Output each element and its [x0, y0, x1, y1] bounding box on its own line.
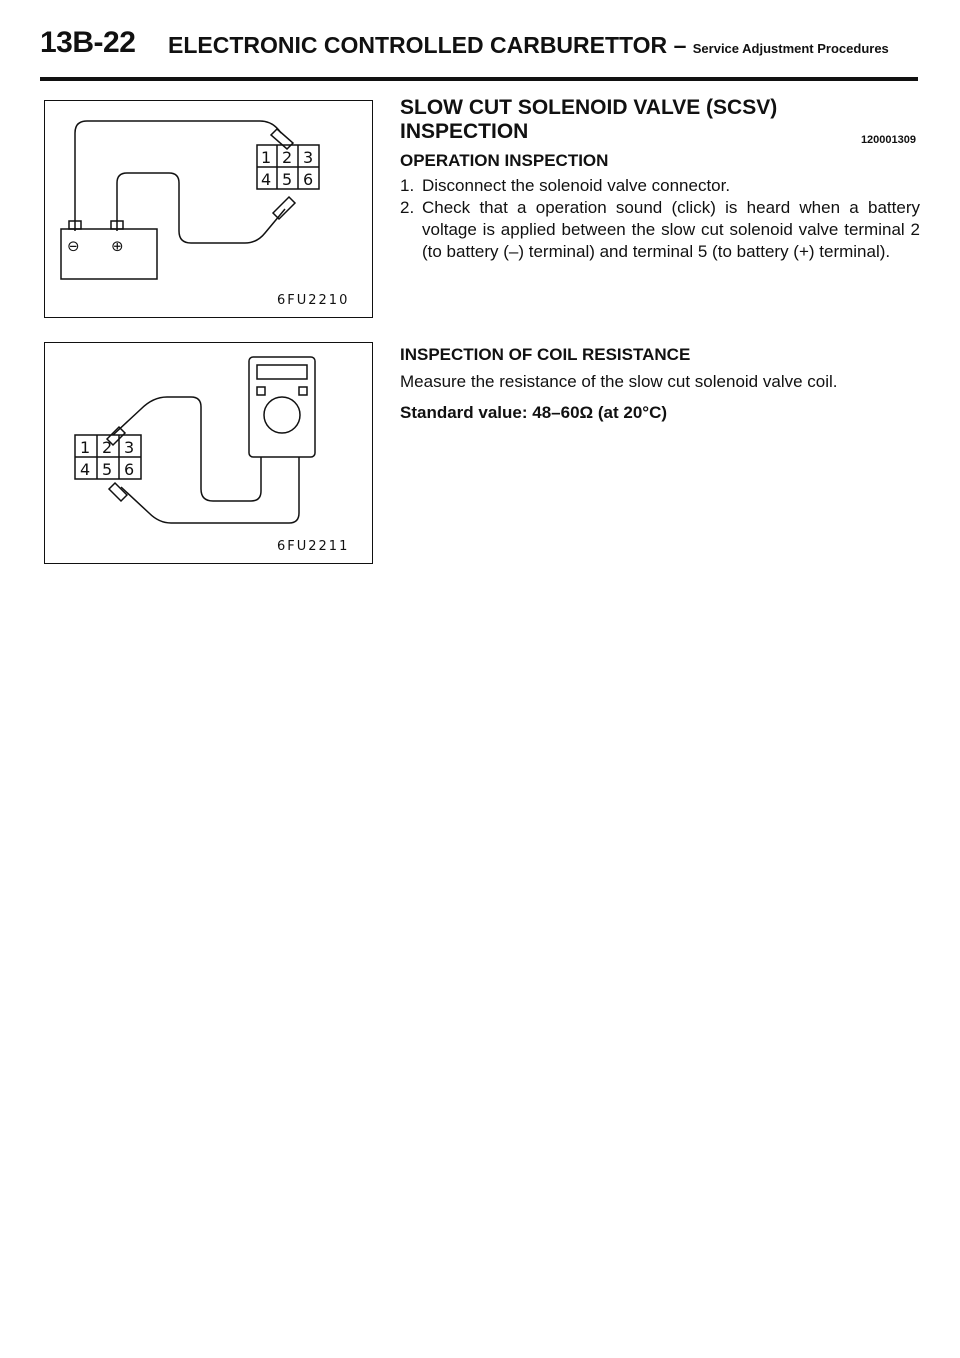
operation-heading: OPERATION INSPECTION [400, 151, 609, 170]
page-number: 13B-22 [40, 26, 136, 59]
wire-positive [117, 173, 285, 243]
figure-code: 6FU2210 [277, 293, 350, 308]
figure-resistance-test [44, 342, 373, 564]
list-item [400, 197, 920, 263]
step-text: Disconnect the solenoid valve connector. [422, 176, 731, 195]
list-item [400, 175, 920, 197]
ohmmeter-dial [264, 397, 300, 433]
section-operation [400, 96, 920, 263]
pin-label: 2 [102, 438, 113, 457]
header-rule [40, 77, 918, 81]
page-header [40, 26, 920, 76]
pin-label: 6 [303, 170, 314, 189]
ohmmeter-wiring-diagram [45, 343, 372, 563]
section-title-line2 [400, 120, 920, 144]
ohmmeter-body [249, 357, 315, 457]
pin-label: 4 [80, 460, 91, 479]
section-coil-resistance [400, 338, 920, 423]
step-number: 1. [400, 176, 415, 195]
pin-label: 2 [282, 148, 293, 167]
pin-label: 3 [303, 148, 314, 167]
figure-battery-test [44, 100, 373, 318]
chapter-title-text: ELECTRONIC CONTROLLED CARBURETTOR [168, 32, 668, 58]
pin-label: 6 [124, 460, 135, 479]
step-number: 2. [400, 198, 415, 217]
plug-top [271, 129, 293, 149]
plug-bottom [109, 483, 127, 501]
ohmmeter-display [257, 365, 307, 379]
step-text: Check that a operation sound (click) is heard when a battery voltage is applied between the slow cut solenoid valve terminal 2 (to battery (–) terminal) and terminal 5 (to battery (+) terminal). [422, 198, 920, 261]
pin-label: 1 [261, 148, 272, 167]
pin-label: 4 [261, 170, 272, 189]
pin-label: 1 [80, 438, 91, 457]
chapter-subtitle: Service Adjustment Procedures [692, 41, 889, 56]
operation-steps [400, 175, 920, 263]
title-separator: – [673, 32, 687, 58]
standard-value: Standard value: 48–60Ω (at 20°C) [400, 403, 668, 422]
battery-minus-icon: ⊖ [67, 237, 80, 255]
wire-negative [75, 121, 281, 231]
pin-label: 5 [102, 460, 113, 479]
figure-code: 6FU2211 [277, 539, 350, 554]
coil-instruction: Measure the resistance of the slow cut solenoid valve coil. [400, 372, 838, 391]
section-title-text: INSPECTION [400, 120, 529, 143]
section-title-line1: SLOW CUT SOLENOID VALVE (SCSV) [400, 96, 778, 119]
wire-lower [121, 457, 299, 523]
pin-label: 5 [282, 170, 293, 189]
pin-label: 3 [124, 438, 135, 457]
section-code: 120001309 [860, 134, 916, 146]
plug-bottom [273, 197, 295, 219]
chapter-title [168, 32, 889, 59]
wire-upper [113, 397, 261, 501]
coil-heading: INSPECTION OF COIL RESISTANCE [400, 345, 691, 364]
battery-plus-icon: ⊕ [111, 237, 124, 255]
battery-wiring-diagram [45, 101, 372, 317]
